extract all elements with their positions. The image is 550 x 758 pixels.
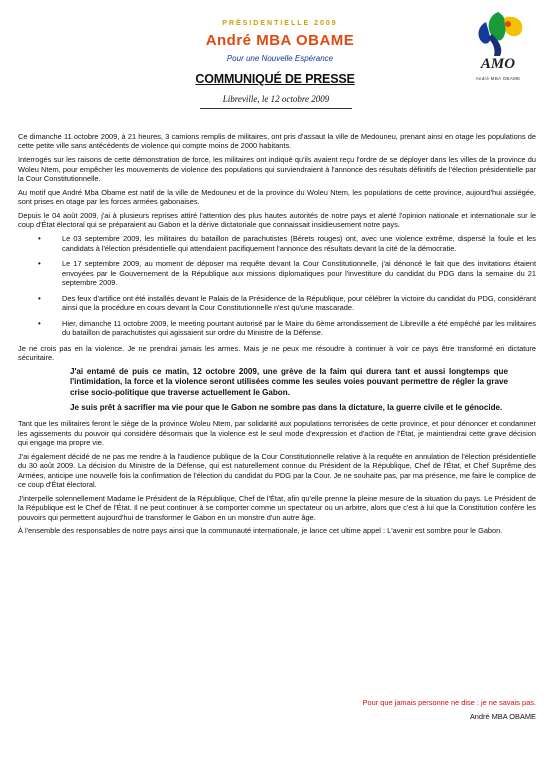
paragraph: J'ai également décidé de ne pas me rendre à la l'audience publique de la Cour Constitutionnelle relative à la requête en annulation de l'élection présidentielle du 30 août 2009. La décision du Ministre de la Défense, qui est naturellement connue du Président de la République, Chef de l'État, et Chef Suprême des Armées, anticipe une nouvelle fois la confirmation de l'élection du candidat du PDG par la Cour. Je ne souhaite pas, par ma présence, me faire le complice de ce coup d'État électoral. [18, 451, 536, 490]
paragraph: À l'ensemble des responsables de notre pays ainsi que la communauté internationale, je lance cet ultime appel : L'avenir est sombre pour le Gabon. [18, 526, 503, 536]
paragraph: Je ne crois pas en la violence. Je ne prendrai jamais les armes. Mais je ne peux me résoudre à continuer à voir ce pays être transformé en dictature sécuritaire. [18, 343, 536, 363]
statement-line: J'ai entamé de puis ce matin, 12 octobre 2009, une grève de la faim qui durera tant et aussi longtemps que l'intimidation, la force et la violence seront utilisées comme les seules voies pouvant permettre de régler la grave crise socio-politique que traverse actuellement le Gabon. [70, 366, 508, 398]
paragraph: Interrogés sur les raisons de cette démonstration de force, les militaires ont indiqué qu'ils avaient reçu l'ordre de se déployer dans les villes de la province du Woleu Ntem, pour empêcher les mouvements de violence des populations qui surviendraient à l'annonce des résultats définitifs de l'élection présidentielle par la Cour Constitutionnelle. [18, 155, 536, 184]
logo-caption: André MBA OBAME [475, 76, 521, 81]
closing-slogan: Pour que jamais personne ne dise : je ne savais pas. [362, 698, 536, 707]
stylized-figure-icon [458, 8, 538, 58]
list-item: • Des feux d'artifice ont été installés devant le Palais de la Présidence de la République, pour célébrer la victoire du candidat du PDG, considérant ainsi que la procédure en cours devant la Cour Constitutionnelle n'est qu'une mascarade. [18, 294, 536, 313]
amo-logo [458, 8, 538, 100]
paragraph: Au motif que André Mba Obame est natif de la ville de Medouneu et de la province du Woleu Ntem, les populations de cette province, aujourd'hui assiégée, sont prises en otage par les forces armées gabonaises. [18, 187, 536, 207]
dateline-divider [200, 108, 352, 109]
dateline: Libreville, le 12 octobre 2009 [222, 94, 330, 104]
paragraph: Tant que les militaires feront le siège de la province Woleu Ntem, par solidarité aux populations terrorisées de cette province, et pour dénoncer et condamner les agissements du pouvoir qui considère désormais que la violence est le seul mode d'expression et d'action de l'État, je maintiendrai cette grave décision qui engage ma propre vie. [18, 419, 536, 448]
list-item: • Le 03 septembre 2009, les militaires du bataillon de parachutistes (Bérets rouges) ont, avec une violence extrême, dispersé la foule et les candidats à l'élection présidentielle qui attendaient pacifiquement l'annonce des résultats devant la cité de la démocratie. [18, 234, 536, 253]
list-item: • Le 17 septembre 2009, au moment de déposer ma requête devant la Cour Constitutionnelle, j'ai dénoncé le fait que des invitations étaient envoyées par le Gouvernement de la République aux missions diplomatiques pour l'investiture du candidat du PDG dans la semaine du 21 septembre 2009. [18, 259, 536, 287]
document-title: COMMUNIQUÉ DE PRESSE [195, 72, 355, 86]
campaign-slogan: Pour une Nouvelle Espérance [226, 54, 334, 63]
paragraph: Ce dimanche 11 octobre 2009, à 21 heures, 3 camions remplis de militaires, ont pris d'assaut la ville de Medouneu, prenant ainsi en otage les populations de cette petite ville sans antécédents de violence qui compte moins de 2000 habitants. [18, 132, 536, 151]
list-item: • Hier, dimanche 11 octobre 2009, le meeting pourtant autorisé par le Maire du 6ème arrondissement de Libreville a été empêché par les militaires du bataillon de parachutistes qui agissaient sur ordre du Ministre de la Défense. [18, 319, 536, 338]
hunger-strike-statement [70, 367, 508, 413]
signature: André MBA OBAME [469, 712, 536, 721]
event-list [18, 234, 536, 337]
logo-wordmark: AMO [480, 56, 516, 72]
campaign-kicker: PRÉSIDENTIELLE 2009 [222, 20, 338, 27]
statement-line: Je suis prêt à sacrifier ma vie pour que le Gabon ne sombre pas dans la dictature, la guerre civile et le génocide. [70, 402, 503, 412]
communique-body [18, 132, 536, 540]
candidate-name: André MBA OBAME [205, 32, 355, 49]
paragraph: Depuis le 04 août 2009, j'ai à plusieurs reprises attiré l'attention des plus hautes autorités de notre pays et alerté l'opinion nationale et internationale sur le coup d'État électoral qui se préparaient au Gabon et la dérive dictatoriale que connaissait insidieusement notre pays. [18, 211, 536, 230]
paragraph: J'interpelle solennellement Madame le Président de la République, Chef de l'État, afin qu'elle prenne la pleine mesure de la situation du pays. Le Président de la République est le Chef de l'État. Il ne peut continuer à se comporter comme un spectateur ou un arbitre, alors que c'est à lui que la Constitution confère les pouvoirs qui permettent aujourd'hui de transformer le Gabon en un monstre d'un autre âge. [18, 493, 536, 522]
